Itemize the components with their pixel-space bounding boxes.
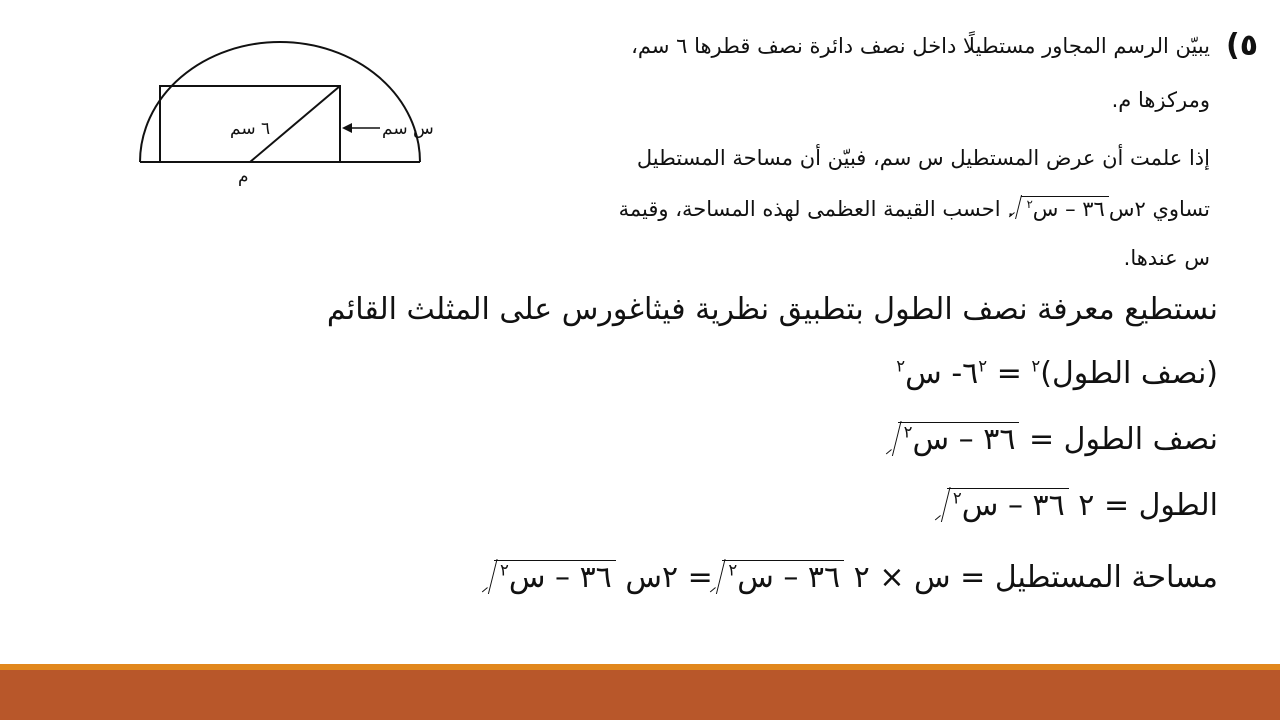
- problem-line-5: س عندها.: [1123, 246, 1210, 270]
- problem-line-3: إذا علمت أن عرض المستطيل س سم، فبيّن أن مساحة المستطيل: [636, 146, 1210, 170]
- radius-label: ٦ سم: [230, 119, 271, 139]
- exponent: ٢: [896, 356, 906, 376]
- exponent: ٢: [978, 356, 988, 376]
- problem-line-4-suffix: . احسب القيمة العظمى لهذه المساحة، وقيمة: [618, 197, 1014, 221]
- solution-line-2: [896, 356, 1218, 391]
- problem-line-2: ومركزها م.: [1111, 88, 1210, 112]
- half-length-term: (نصف الطول): [1040, 356, 1218, 391]
- equals-term: = ٢س: [615, 560, 723, 595]
- exponent: ٢: [1031, 356, 1041, 376]
- solution-line-1: نستطيع معرفة نصف الطول بتطبيق نظرية فيثاغورس على المثلث القائم: [326, 292, 1218, 327]
- figure-svg: [130, 30, 450, 190]
- sqrt-expression: [722, 560, 844, 596]
- problem-line-1: يبيّن الرسم المجاور مستطيلًا داخل نصف دائرة نصف قطرها ٦ سم،: [631, 34, 1210, 58]
- semicircle-figure: [130, 30, 450, 194]
- width-label: س سم: [382, 119, 434, 139]
- problem-line-4-prefix: تساوي ٢س: [1108, 197, 1210, 221]
- width-arrow-head: [342, 123, 352, 133]
- sqrt-expression: [898, 422, 1020, 458]
- sqrt-radicand: ٣٦ – س: [912, 422, 1016, 457]
- exponent: ٢: [499, 560, 509, 580]
- sqrt-expression: [494, 560, 616, 596]
- sqrt-expression: [1021, 196, 1109, 221]
- sqrt-expression: [947, 488, 1069, 524]
- footer-bar: [0, 670, 1280, 720]
- center-label: م: [238, 167, 249, 187]
- solution-line-5: [494, 560, 1218, 596]
- sqrt-radicand: ٣٦ – س: [737, 560, 841, 595]
- semicircle-arc: [140, 42, 420, 162]
- sqrt-radicand: ٣٦ – س: [961, 488, 1065, 523]
- x-term: - س: [905, 356, 963, 391]
- sqrt-radicand: ٣٦ – س: [1032, 197, 1105, 221]
- problem-line-4: [619, 196, 1210, 221]
- length-label: الطول = ٢: [1068, 488, 1218, 523]
- solution-line-3: [898, 422, 1218, 458]
- exponent: ٢: [1026, 196, 1033, 211]
- exponent: ٢: [728, 560, 738, 580]
- sqrt-radicand: ٣٦ – س: [508, 560, 612, 595]
- problem-number: ٥): [1225, 28, 1258, 63]
- exponent: ٢: [952, 488, 962, 508]
- area-label: مساحة المستطيل = س × ٢: [844, 560, 1218, 595]
- exponent: ٢: [903, 422, 913, 442]
- half-length-label: نصف الطول =: [1019, 422, 1218, 457]
- six-term: = ٦: [962, 356, 1032, 391]
- solution-line-4: [947, 488, 1218, 524]
